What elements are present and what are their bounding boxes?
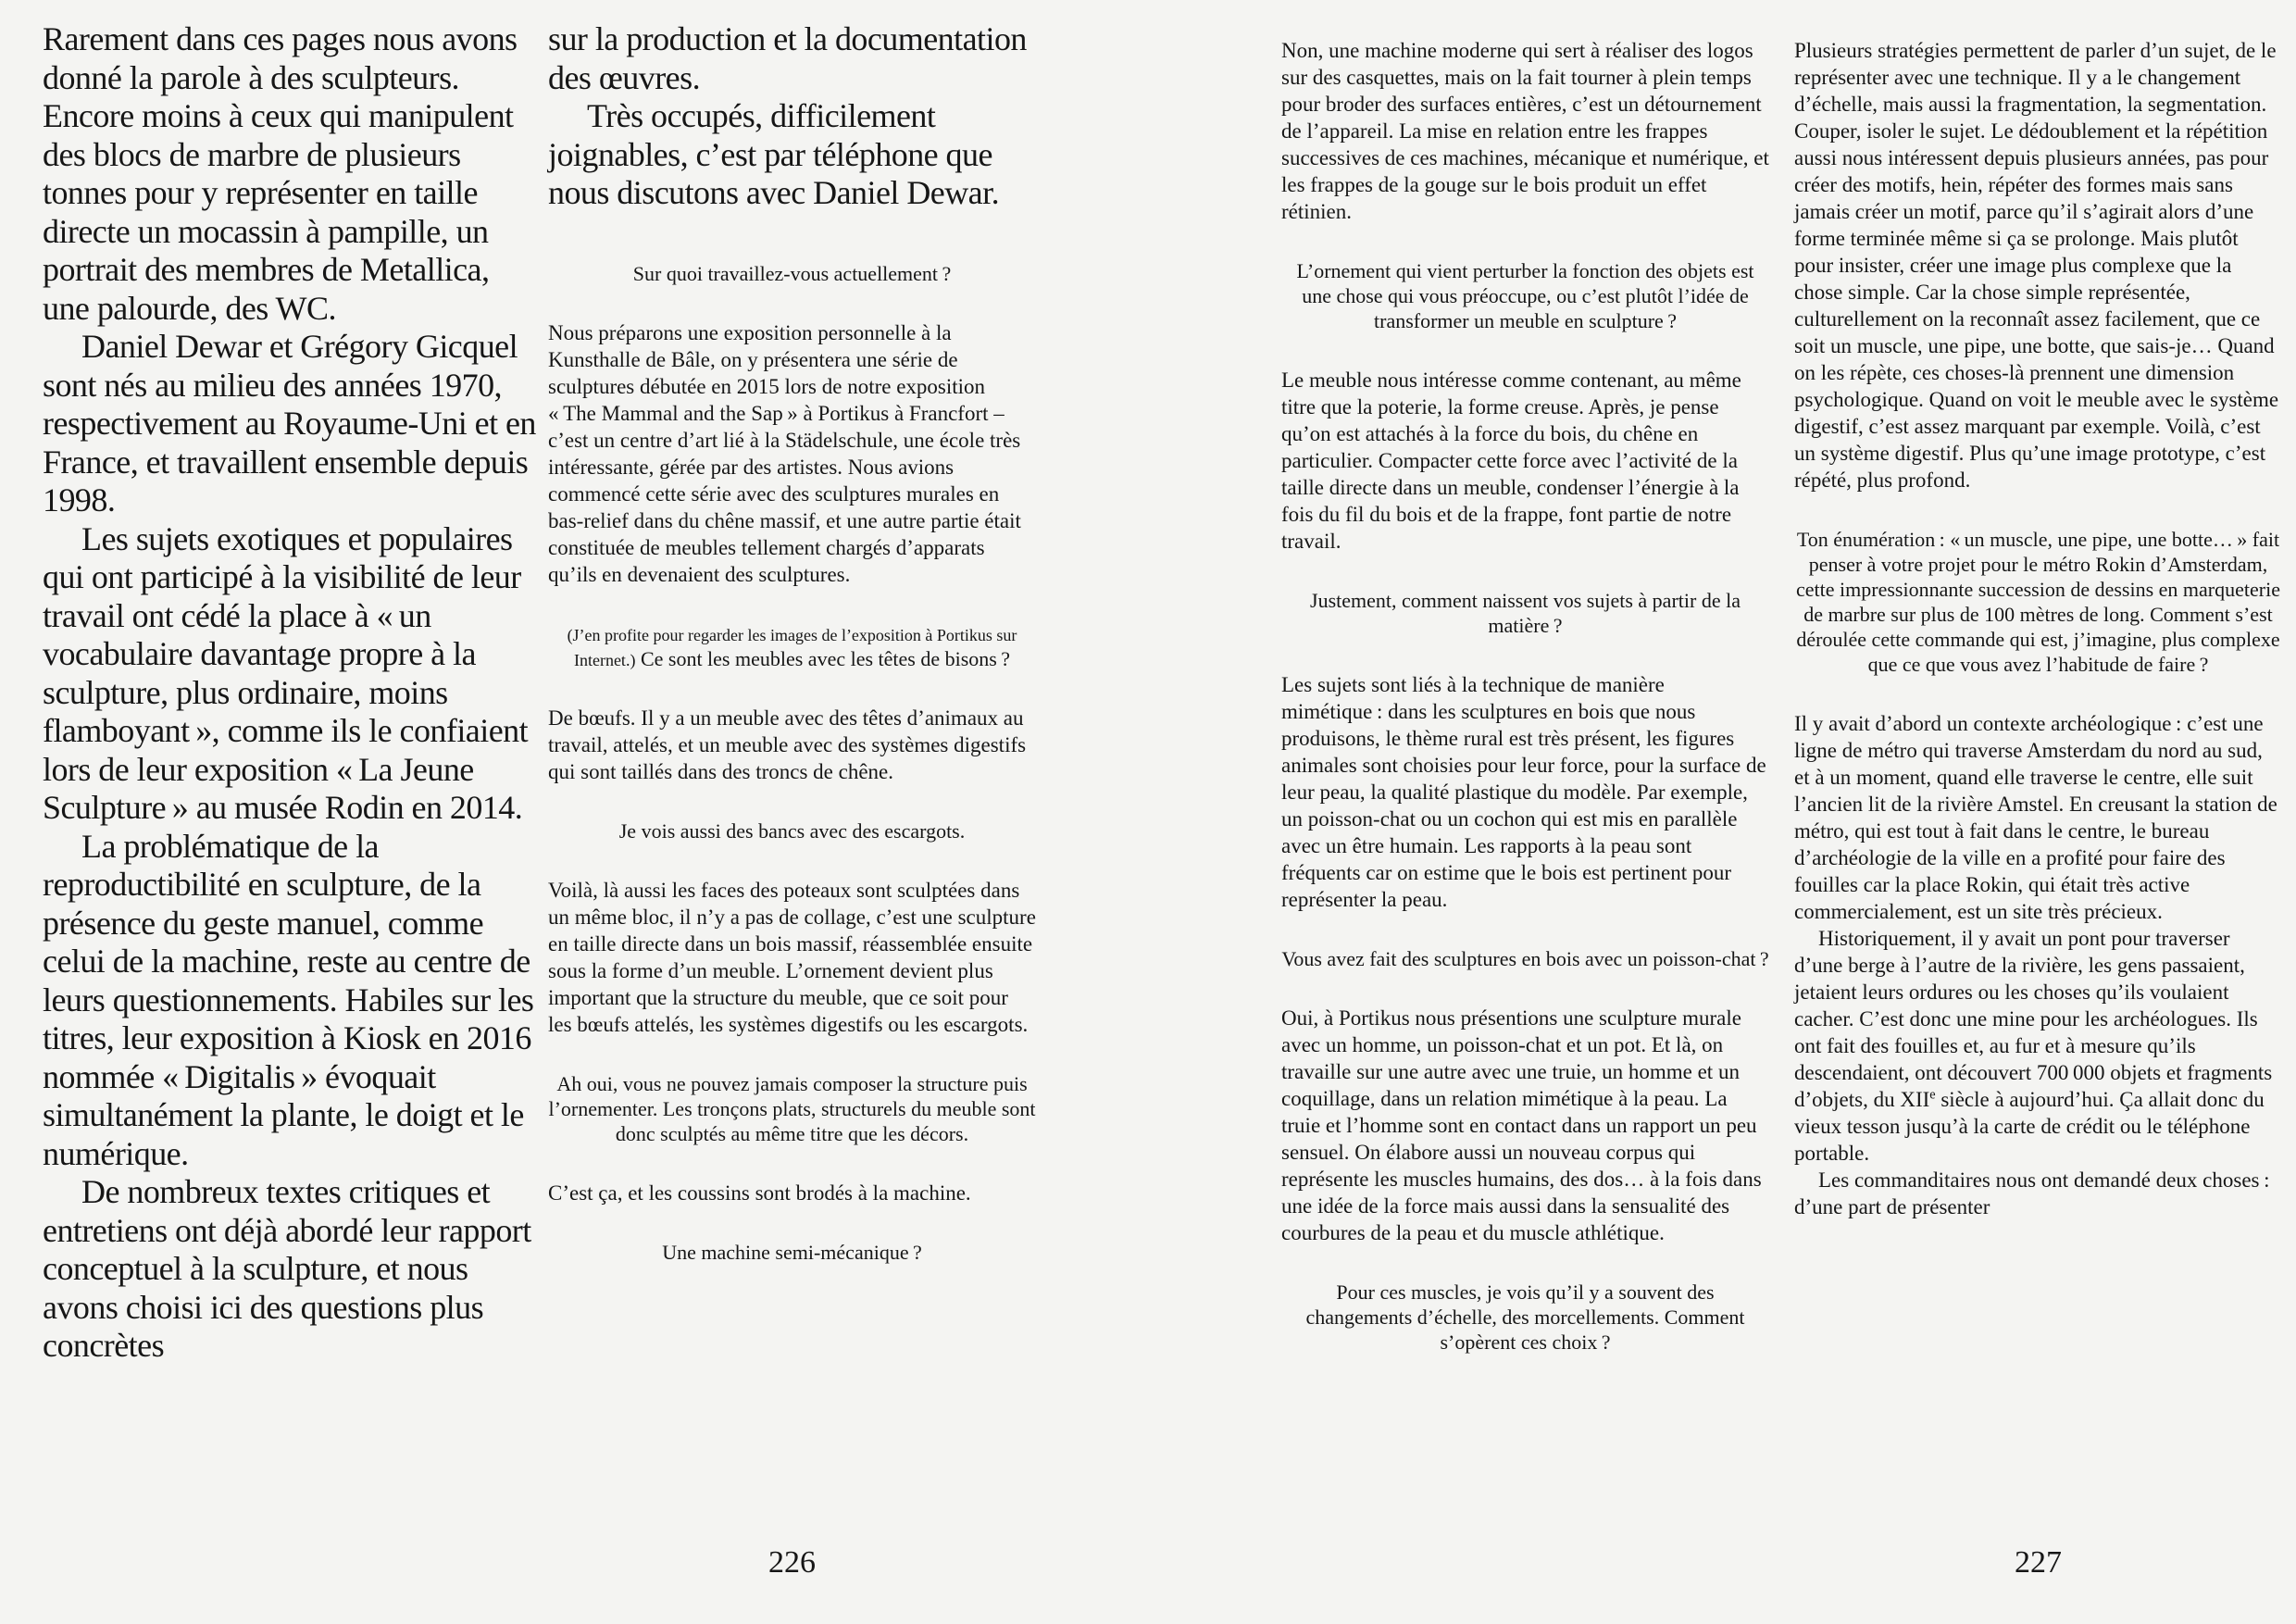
interview-answer xyxy=(1794,710,2282,1220)
intro-column xyxy=(43,20,543,1366)
answer-paragraph: Voilà, là aussi les faces des poteaux sont sculptées dans un même bloc, il n’y a pas de collage, c’est une sculpture en taille directe dans un bois massif, réassemblée ensuite sous la forme d’un meuble. L’ornement devient plus important que la structure du meuble, que ce soit pour les bœufs attelés, les systèmes digestifs ou les escargots. xyxy=(548,878,1036,1036)
answer-paragraph xyxy=(1794,925,2282,1167)
interview-answer xyxy=(1281,671,1769,913)
answer-paragraph: Les commanditaires nous ont demandé deux choses : d’une part de présenter xyxy=(1794,1168,2270,1218)
interview-answer xyxy=(1281,367,1769,555)
interview-question: Justement, comment naissent vos sujets à partir de la matière ? xyxy=(1310,589,1741,637)
interview-question xyxy=(548,621,1036,671)
column-three xyxy=(1281,37,1769,1355)
question-text: Ce sont les meubles avec les têtes de bisons ? xyxy=(640,646,1011,670)
answer-paragraph: Il y avait d’abord un contexte archéologique : c’est une ligne de métro qui traverse Amsterdam du nord au sud, et à un moment, quand elle traverse le centre, elle suit l’ancien lit de la rivière Amstel. En creusant la station de métro, qui est tout à fait dans le centre, le bureau d’archéologie de la ville en a profité pour faire des fouilles car la place Rokin, qui était très active commercialement, est un site très précieux. xyxy=(1794,712,2277,923)
column-four xyxy=(1794,37,2282,1220)
interview-question: Vous avez fait des sculptures en bois avec un poisson-chat ? xyxy=(1281,947,1769,970)
interview-question: Pour ces muscles, je vois qu’il y a souvent des changements d’échelle, des morcellements. Comment s’opèrent ces choix ? xyxy=(1305,1280,1745,1354)
interview-question: Ton énumération : « un muscle, une pipe, une botte… » fait penser à votre projet pour le métro Rokin d’Amsterdam, cette impressionnante succession de dessins en marqueterie de marbre sur plus de 100 mètres de long. Comment s’est déroulée cette commande qui est, j’imagine, plus complexe que ce que vous avez l’habitude de faire ? xyxy=(1796,528,2280,676)
answer-paragraph: Les sujets sont liés à la technique de manière mimétique : dans les sculptures en bois que nous produisons, le thème rural est très présent, les figures animales sont choisies pour leur force, pour la surface de leur peau, la qualité plastique du modèle. Par exemple, un poisson-chat ou un cochon qui est mis en parallèle avec un être humain. Les rapports à la peau sont fréquents car on estime que le bois est pertinent pour représenter la peau. xyxy=(1281,673,1766,911)
question-aside-note: (J’en profite pour regarder les images de l’exposition à Portikus sur Internet.) xyxy=(567,625,1017,669)
intro-paragraph: La problématique de la reproductibilité en sculpture, de la présence du geste manuel, comme celui de la machine, reste au centre de leurs questionnements. Habiles sur les titres, leur exposition à Kiosk en 2016 nommée « Digitalis » évoquait simultanément la plante, le doigt et le numérique. xyxy=(43,827,534,1172)
answer-paragraph: Non, une machine moderne qui sert à réaliser des logos sur des casquettes, mais on la fait tourner à plein temps pour broder des surfaces entières, c’est un détournement de l’appareil. La mise en relation entre les frappes successives de ces machines, mécanique et numérique, et les frappes de la gouge sur le bois produit un effet rétinien. xyxy=(1281,39,1769,223)
interview-question: Je vois aussi des bancs avec des escargots. xyxy=(618,818,966,843)
interview-answer xyxy=(548,877,1036,1038)
answer-paragraph: De bœufs. Il y a un meuble avec des têtes d’animaux au travail, attelés, et un meuble avec des systèmes digestifs qui sont taillés dans des troncs de chêne. xyxy=(548,706,1027,783)
intro-paragraph: sur la production et la documentation des œuvres. xyxy=(548,20,1027,96)
answer-paragraph: Oui, à Portikus nous présentions une sculpture murale avec un homme, un poisson-chat et un pot. Et là, on travaille sur une autre avec une truie, un homme et un coquillage, dans un relation mimétique à la peau. La truie et l’homme sont en contact dans un rapport un peu sensuel. On élabore aussi un nouveau corpus qui représente les muscles humains, des dos… à la fois dans une idée de la force mais aussi dans la sensualité des courbures de la peau et du muscle athlétique. xyxy=(1281,1006,1762,1244)
interview-answer xyxy=(1794,37,2282,493)
interview-answer xyxy=(548,319,1036,588)
interview-question: Sur quoi travaillez-vous actuellement ? xyxy=(632,261,952,285)
interview-answer xyxy=(1281,37,1769,225)
answer-paragraph: Le meuble nous intéresse comme contenant, au même titre que la poterie, la forme creuse. Après, je pense qu’on est attachés à la force du bois, du chêne en particulier. Compacter cette force avec l’activité de la taille directe dans un meuble, condenser l’énergie à la fois du fil du bois et de la frappe, font partie de notre travail. xyxy=(1281,369,1741,553)
interview-question: L’ornement qui vient perturber la fonction des objets est une chose qui vous préoccupe, ou c’est plutôt l’idée de transformer un meuble en sculpture ? xyxy=(1296,259,1754,332)
answer-text: siècle à aujourd’hui. Ça allait donc du vieux tesson jusqu’à la carte de crédit ou le téléphone portable. xyxy=(1794,1088,2265,1165)
page-number-right: 227 xyxy=(2015,1545,2062,1580)
interview-question: Une machine semi-mécanique ? xyxy=(662,1240,922,1264)
interview-answer xyxy=(548,1180,1036,1206)
column-two xyxy=(548,20,1036,1265)
ordinal-superscript: e xyxy=(1929,1087,1936,1103)
intro-paragraph: De nombreux textes critiques et entretiens ont déjà abordé leur rapport conceptuel à la sculpture, et nous avons choisi ici des questions plus concrètes xyxy=(43,1173,531,1364)
answer-paragraph: Plusieurs stratégies permettent de parler d’un sujet, de le représenter avec une technique. Il y a le changement d’échelle, mais aussi la fragmentation, la segmentation. Couper, isoler le sujet. Le dédoublement et la répétition aussi nous intéressent depuis plusieurs années, pas pour créer des motifs, hein, répéter des formes mais sans jamais créer un motif, parce qu’il s’agirait alors d’une forme terminée même si ça se prolonge. Mais plutôt pour insister, créer une image plus complexe que la chose simple. Car la chose simple représentée, culturellement on la reconnaît assez facilement, que ce soit un muscle, une pipe, une botte, que sais-je… Quand on les répète, ces choses-là prennent une dimension psychologique. Quand on voit le meuble avec le système digestif, c’est assez marquant par exemple. Voilà, c’est un système digestif. Plus qu’une image prototype, c’est répété, plus profond. xyxy=(1794,39,2279,492)
page-number-left: 226 xyxy=(768,1545,816,1580)
intro-paragraph: Rarement dans ces pages nous avons donné la parole à des sculpteurs. Encore moins à ceux qui manipulent des blocs de marbre de plusieurs tonnes pour y représenter en taille directe un mocassin à pampille, un portrait des membres de Metallica, une palourde, des WC. xyxy=(43,20,518,327)
answer-paragraph: C’est ça, et les coussins sont brodés à la machine. xyxy=(548,1181,971,1205)
interview-answer xyxy=(548,705,1036,785)
interview-answer xyxy=(1281,1005,1769,1246)
answer-paragraph: Nous préparons une exposition personnelle à la Kunsthalle de Bâle, on y présentera une série de sculptures débutée en 2015 lors de notre exposition « The Mammal and the Sap » à Portikus à Francfort – c’est un centre d’art lié à la Städelschule, une école très intéressante, gérée par des artistes. Nous avions commencé cette série avec des sculptures murales en bas-relief dans du chêne massif, et une autre partie était constituée de meubles tellement chargés d’apparats qu’ils en devenaient des sculptures. xyxy=(548,320,1021,586)
intro-paragraph: Très occupés, difficilement joignables, c’est par téléphone que nous discutons avec Daniel Dewar. xyxy=(548,97,1000,211)
intro-paragraph: Les sujets exotiques et populaires qui ont participé à la visibilité de leur travail ont cédé la place à « un vocabulaire davantage propre à la sculpture, plus ordinaire, moins flamboyant », comme ils le confiaient lors de leur exposition « La Jeune Sculpture » au musée Rodin en 2014. xyxy=(43,519,529,826)
intro-paragraph: Daniel Dewar et Grégory Gicquel sont nés au milieu des années 1970, respectivement au Royaume-Uni et en France, et travaillent ensemble depuis 1998. xyxy=(43,328,536,518)
interview-question: Ah oui, vous ne pouvez jamais composer la structure puis l’ornementer. Les tronçons plats, structurels du meuble sont donc sculptés au même titre que les décors. xyxy=(548,1071,1036,1145)
answer-text: Historiquement, il y avait un pont pour traverser d’une berge à l’autre de la rivière, les gens passaient, jetaient leurs ordures ou les choses qu’ils voulaient cacher. C’est donc une mine pour les archéologues. Ils ont fait des fouilles et, au fur et à mesure qu’ils descendaient, ont découvert 700 000 objets et fragments d’objets, du XII xyxy=(1794,927,2273,1111)
